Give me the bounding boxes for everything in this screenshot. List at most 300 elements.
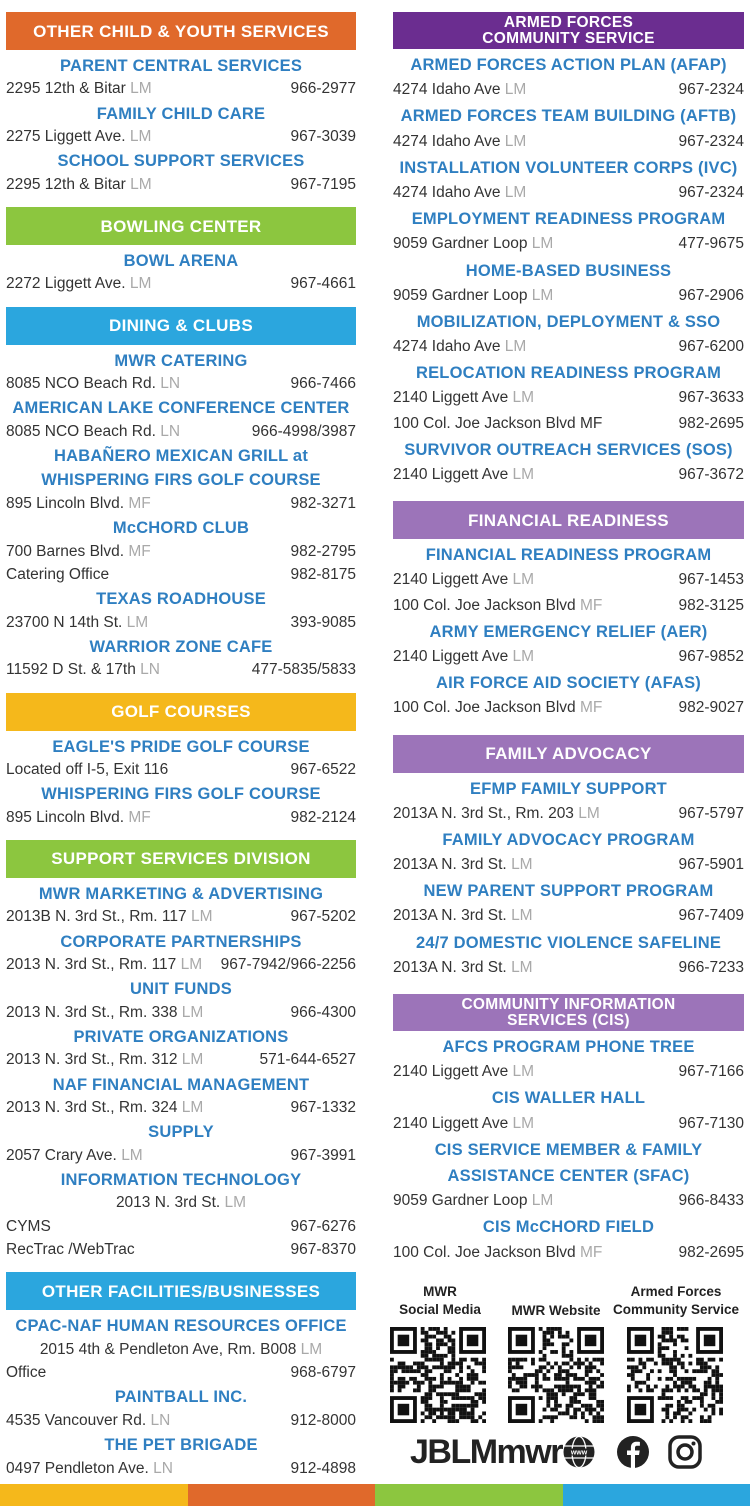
address xyxy=(6,373,180,395)
service-title: McCHORD CLUB xyxy=(112,519,250,538)
service-title: CIS McCHORD FIELD xyxy=(482,1218,655,1237)
phone-number[interactable]: 967-7409 xyxy=(678,907,744,925)
section-header-financial-readiness: FINANCIAL READINESS xyxy=(393,501,744,539)
address-text: 2015 4th & Pendleton Ave, Rm. B008 xyxy=(39,1340,297,1358)
phone-number[interactable]: 967-7166 xyxy=(678,1063,744,1081)
contact-row xyxy=(6,273,356,295)
location-tag: LM xyxy=(531,1192,554,1210)
phone-number[interactable]: 967-7130 xyxy=(678,1114,744,1132)
address-text: 2272 Liggett Ave. xyxy=(6,275,126,293)
address-text: Located off I-5, Exit 116 xyxy=(6,760,169,778)
service-title: WHISPERING FIRS GOLF COURSE xyxy=(41,471,321,490)
service-title: NAF FINANCIAL MANAGEMENT xyxy=(52,1075,310,1094)
address xyxy=(6,1049,203,1071)
address-text: 9059 Gardner Loop xyxy=(393,1192,528,1210)
qr-website-label: MWR Website xyxy=(511,1303,601,1318)
service-title: BOWL ARENA xyxy=(123,252,239,271)
phone-number[interactable]: 967-5797 xyxy=(678,804,744,822)
address-text: 2140 Liggett Ave xyxy=(393,1063,509,1081)
phone-number[interactable]: 982-3271 xyxy=(290,494,356,512)
contact-row xyxy=(6,1458,356,1480)
phone-number[interactable]: 967-7942/966-2256 xyxy=(220,955,356,973)
qr-social-label-line2: Social Media xyxy=(399,1301,481,1317)
address-text: 2275 Liggett Ave. xyxy=(6,128,126,146)
contact-row xyxy=(6,78,356,100)
location-tag: MF xyxy=(579,1243,603,1261)
contact-row xyxy=(393,854,744,876)
contact-row xyxy=(393,646,744,668)
qr-code-afcs-icon[interactable] xyxy=(627,1327,723,1423)
phone-number[interactable]: 393-9085 xyxy=(290,613,356,631)
phone-number[interactable]: 967-6200 xyxy=(678,338,744,356)
qr-social-label-line1: MWR xyxy=(423,1284,457,1299)
address-text: 4274 Idaho Ave xyxy=(393,132,501,150)
address-text: 895 Lincoln Blvd. xyxy=(6,808,125,826)
location-tag: MF xyxy=(128,542,151,560)
address-text: 4274 Idaho Ave xyxy=(393,183,501,201)
address xyxy=(393,803,600,825)
contact-row xyxy=(393,803,744,825)
address xyxy=(6,493,151,515)
section-header-bowling-center: BOWLING CENTER xyxy=(6,207,356,245)
address-text: 2013A N. 3rd St. xyxy=(393,856,507,874)
phone-number[interactable]: 912-4898 xyxy=(290,1459,356,1477)
contact-row xyxy=(393,1113,744,1135)
phone-number[interactable]: 912-8000 xyxy=(290,1411,356,1429)
address-text: 2013 N. 3rd St., Rm. 338 xyxy=(6,1003,178,1021)
address-text: 9059 Gardner Loop xyxy=(393,286,528,304)
qr-afcs-label-line2: Community Service xyxy=(612,1301,740,1317)
qr-social-label xyxy=(390,1283,490,1318)
location-tag: LM xyxy=(504,183,527,201)
address xyxy=(393,595,602,617)
contact-row xyxy=(393,464,744,486)
left-column xyxy=(6,12,356,1480)
address xyxy=(393,905,533,927)
location-tag: LN xyxy=(160,375,181,393)
location-tag: LM xyxy=(512,1063,535,1081)
right-column xyxy=(393,12,744,1264)
address-text: 2140 Liggett Ave xyxy=(393,647,509,665)
service-title: MOBILIZATION, DEPLOYMENT & SSO xyxy=(416,312,721,331)
phone-number[interactable]: 967-7195 xyxy=(290,175,356,193)
service-title: CPAC-NAF HUMAN RESOURCES OFFICE xyxy=(15,1317,347,1336)
location-tag: LM xyxy=(511,856,533,874)
service-title: FAMILY ADVOCACY PROGRAM xyxy=(442,830,695,849)
address-text: 9059 Gardner Loop xyxy=(393,235,528,253)
location-tag: LM xyxy=(512,389,535,407)
address xyxy=(393,646,534,668)
phone-number[interactable]: 967-1332 xyxy=(290,1099,356,1117)
phone-number[interactable]: 967-3991 xyxy=(290,1146,356,1164)
address xyxy=(393,233,553,255)
address-text: 700 Barnes Blvd. xyxy=(6,542,125,560)
address-text: 100 Col. Joe Jackson Blvd xyxy=(393,596,576,614)
contact-row xyxy=(6,541,356,563)
service-title: PAINTBALL INC. xyxy=(114,1388,248,1407)
phone-number[interactable]: 982-2795 xyxy=(290,542,356,560)
address-text: 100 Col. Joe Jackson Blvd xyxy=(393,699,576,717)
address-text: 4535 Vancouver Rd. xyxy=(6,1411,147,1429)
address-text: 2140 Liggett Ave xyxy=(393,389,509,407)
address xyxy=(393,464,534,486)
service-title: EAGLE'S PRIDE GOLF COURSE xyxy=(52,737,310,756)
service-title: SUPPLY xyxy=(148,1123,214,1142)
address-text: 2013 N. 3rd St., Rm. 117 xyxy=(6,955,177,973)
service-title: HOME-BASED BUSINESS xyxy=(465,261,672,280)
address-text: 8085 NCO Beach Rd. xyxy=(6,422,156,440)
address xyxy=(6,612,148,634)
location-tag: LM xyxy=(512,466,535,483)
phone-number[interactable]: 967-4661 xyxy=(290,275,356,293)
contact-row xyxy=(6,1049,356,1071)
phone-number[interactable]: 571-644-6527 xyxy=(259,1051,356,1069)
contact-row xyxy=(6,807,356,829)
address xyxy=(6,564,109,586)
contact-row xyxy=(6,1239,356,1261)
phone-number[interactable]: 967-3672 xyxy=(678,466,744,483)
service-title: NEW PARENT SUPPORT PROGRAM xyxy=(423,882,714,901)
address-text: 2013A N. 3rd St., Rm. 203 xyxy=(393,804,574,822)
address xyxy=(393,413,602,435)
phone-number[interactable]: 967-2324 xyxy=(678,81,744,99)
address-text: Office xyxy=(6,1364,47,1382)
location-tag: LM xyxy=(504,338,527,356)
address xyxy=(116,1192,246,1214)
address xyxy=(6,906,213,928)
address xyxy=(393,1113,534,1135)
address xyxy=(6,541,151,563)
phone-number[interactable]: 477-5835/5833 xyxy=(251,661,356,679)
contact-row xyxy=(6,906,356,928)
stripe-yellow xyxy=(0,1484,189,1506)
address xyxy=(6,759,168,781)
address xyxy=(393,79,526,101)
contact-row xyxy=(393,387,744,409)
section-header-line2: COMMUNITY SERVICE xyxy=(482,29,655,47)
contact-row xyxy=(6,373,356,395)
contact-row xyxy=(393,182,744,204)
address-text: 11592 D St. & 17th xyxy=(6,661,136,679)
location-tag: LM xyxy=(531,235,554,253)
section-header-support-services-division: SUPPORT SERVICES DIVISION xyxy=(6,840,356,878)
address xyxy=(393,697,602,719)
contact-row xyxy=(393,413,744,435)
address-text: 0497 Pendleton Ave. xyxy=(6,1459,149,1477)
phone-number[interactable]: 966-4300 xyxy=(290,1003,356,1021)
address xyxy=(393,1242,602,1264)
service-title: WARRIOR ZONE CAFE xyxy=(89,637,273,656)
location-tag: LM xyxy=(504,132,527,150)
location-tag: LM xyxy=(300,1340,323,1358)
qr-code-social-icon[interactable] xyxy=(390,1327,486,1423)
location-tag: LM xyxy=(224,1194,247,1212)
service-title: INSTALLATION VOLUNTEER CORPS (IVC) xyxy=(399,158,738,177)
location-tag: LM xyxy=(578,804,600,822)
phone-number[interactable]: 967-2906 xyxy=(678,286,744,304)
section-header-other-child-youth-services: OTHER CHILD & YOUTH SERVICES xyxy=(6,12,356,50)
phone-number[interactable]: 477-9675 xyxy=(678,235,744,253)
contact-row xyxy=(393,285,744,307)
phone-number[interactable]: 967-3633 xyxy=(678,389,744,407)
address xyxy=(6,273,151,295)
section-header-dining-clubs: DINING & CLUBS xyxy=(6,307,356,345)
phone-number[interactable]: 967-8370 xyxy=(290,1241,356,1259)
phone-number[interactable]: 966-8433 xyxy=(678,1192,744,1210)
address xyxy=(393,182,526,204)
contact-row xyxy=(6,564,356,586)
service-title: SURVIVOR OUTREACH SERVICES (SOS) xyxy=(404,440,733,459)
address-text: 2295 12th & Bitar xyxy=(6,175,126,193)
phone-number[interactable]: 982-2695 xyxy=(678,414,744,432)
contact-row xyxy=(6,659,356,681)
phone-number[interactable]: 982-2695 xyxy=(678,1243,744,1261)
address-text: 2140 Liggett Ave xyxy=(393,1114,509,1132)
contact-row xyxy=(393,233,744,255)
location-tag: LM xyxy=(512,647,535,665)
phone-number[interactable]: 967-2324 xyxy=(678,183,744,201)
www-globe-icon[interactable] xyxy=(562,1435,596,1469)
address-text: Catering Office xyxy=(6,565,110,583)
address xyxy=(6,174,152,196)
contact-row xyxy=(393,697,744,719)
phone-number[interactable]: 982-2124 xyxy=(290,808,356,826)
address xyxy=(6,126,151,148)
phone-number[interactable]: 967-9852 xyxy=(678,647,744,665)
address xyxy=(6,659,160,681)
location-tag: LN xyxy=(140,661,160,679)
brand-handle: JBLMmwr xyxy=(410,1433,562,1471)
contact-row xyxy=(6,1192,356,1214)
address-text: 2140 Liggett Ave xyxy=(393,466,509,483)
address xyxy=(6,78,152,100)
address xyxy=(6,1239,135,1261)
address-text: 2013A N. 3rd St. xyxy=(393,958,507,976)
address-text: CYMS xyxy=(6,1217,51,1235)
contact-row xyxy=(6,174,356,196)
contact-row xyxy=(6,1002,356,1024)
address-text: 23700 N 14th St. xyxy=(6,613,123,631)
service-title: ASSISTANCE CENTER (SFAC) xyxy=(447,1166,690,1185)
location-tag: LM xyxy=(511,907,533,925)
location-tag: LM xyxy=(511,958,533,976)
phone-number[interactable]: 967-6276 xyxy=(290,1217,356,1235)
service-title: AFCS PROGRAM PHONE TREE xyxy=(442,1038,695,1056)
address xyxy=(393,336,526,358)
facebook-icon[interactable] xyxy=(616,1435,650,1469)
service-title: CIS WALLER HALL xyxy=(491,1089,646,1108)
section-header-line2: SERVICES (CIS) xyxy=(507,1011,630,1029)
location-tag: LM xyxy=(181,1003,204,1021)
address xyxy=(6,1458,173,1480)
contact-row xyxy=(6,126,356,148)
location-tag: MF xyxy=(128,808,151,826)
phone-number[interactable]: 982-3125 xyxy=(678,596,744,614)
address xyxy=(393,387,534,409)
location-tag: LN xyxy=(160,422,181,440)
address-text: 2013 N. 3rd St. xyxy=(115,1194,221,1212)
phone-number[interactable]: 968-6797 xyxy=(290,1364,356,1382)
stripe-green xyxy=(375,1484,564,1506)
address xyxy=(393,131,526,153)
location-tag: LM xyxy=(512,1114,535,1132)
location-tag: LN xyxy=(153,1459,173,1477)
contact-row xyxy=(393,569,744,591)
phone-number[interactable]: 966-7233 xyxy=(678,958,744,976)
phone-number[interactable]: 967-3039 xyxy=(290,128,356,146)
section-header-line1: ARMED FORCES xyxy=(503,14,634,31)
contact-row xyxy=(393,1190,744,1212)
service-title: PARENT CENTRAL SERVICES xyxy=(59,57,303,75)
address-text: 2057 Crary Ave. xyxy=(6,1146,117,1164)
phone-number[interactable]: 966-2977 xyxy=(290,80,356,98)
phone-number[interactable]: 967-1453 xyxy=(678,571,744,589)
address-text: 4274 Idaho Ave xyxy=(393,81,501,99)
address xyxy=(393,1190,553,1212)
www-icon-text: www xyxy=(570,1449,588,1457)
contact-row xyxy=(6,1216,356,1238)
service-title: HABAÑERO MEXICAN GRILL at xyxy=(53,447,309,466)
location-tag: LM xyxy=(129,275,152,293)
contact-row xyxy=(6,759,356,781)
address-text: 2013B N. 3rd St., Rm. 117 xyxy=(6,908,187,926)
section-header-family-advocacy: FAMILY ADVOCACY xyxy=(393,735,744,773)
service-title: EMPLOYMENT READINESS PROGRAM xyxy=(411,210,726,229)
contact-row xyxy=(6,1097,356,1119)
instagram-icon[interactable] xyxy=(668,1435,702,1469)
phone-number[interactable]: 967-5202 xyxy=(290,908,356,926)
service-title: FINANCIAL READINESS PROGRAM xyxy=(425,546,712,565)
footer xyxy=(390,1283,744,1478)
location-tag: MF xyxy=(579,596,603,614)
location-tag: LM xyxy=(531,286,554,304)
address-text: 2013A N. 3rd St. xyxy=(393,907,507,925)
address xyxy=(393,957,533,979)
contact-row xyxy=(393,131,744,153)
address xyxy=(6,421,180,443)
contact-row xyxy=(6,493,356,515)
address-text: 2013 N. 3rd St., Rm. 312 xyxy=(6,1051,178,1069)
service-title: ARMED FORCES ACTION PLAN (AFAP) xyxy=(410,56,727,74)
phone-number[interactable]: 966-7466 xyxy=(290,375,356,393)
address xyxy=(6,1410,170,1432)
address-text: 100 Col. Joe Jackson Blvd xyxy=(393,1243,576,1261)
service-title: INFORMATION TECHNOLOGY xyxy=(60,1171,302,1190)
contact-row xyxy=(6,1145,356,1167)
location-tag: LM xyxy=(504,81,527,99)
service-title: SCHOOL SUPPORT SERVICES xyxy=(57,152,305,171)
contact-row xyxy=(6,1410,356,1432)
service-title: TEXAS ROADHOUSE xyxy=(96,590,266,609)
section-header-other-facilities-businesses: OTHER FACILITIES/BUSINESSES xyxy=(6,1272,356,1310)
qr-afcs-label-line1: Armed Forces xyxy=(630,1284,722,1299)
address xyxy=(6,1097,203,1119)
qr-code-website-icon[interactable] xyxy=(508,1327,604,1423)
location-tag: MF xyxy=(128,494,151,512)
location-tag: LM xyxy=(181,1051,204,1069)
address xyxy=(393,569,534,591)
service-title: UNIT FUNDS xyxy=(130,980,232,999)
qr-afcs-label xyxy=(606,1283,746,1318)
section-header-golf-courses: GOLF COURSES xyxy=(6,693,356,731)
phone-number[interactable]: 967-6522 xyxy=(290,760,356,778)
phone-number[interactable]: 967-5901 xyxy=(678,856,744,874)
stripe-orange xyxy=(188,1484,377,1506)
service-title: RELOCATION READINESS PROGRAM xyxy=(415,364,722,383)
location-tag: LM xyxy=(181,1099,204,1117)
service-title: AIR FORCE AID SOCIETY (AFAS) xyxy=(435,674,702,693)
contact-row xyxy=(393,595,744,617)
location-tag: LM xyxy=(130,80,152,98)
address-text: 2140 Liggett Ave xyxy=(393,571,509,589)
stripe-blue xyxy=(563,1484,750,1506)
address xyxy=(393,854,533,876)
contact-row xyxy=(393,1061,744,1083)
service-title: CORPORATE PARTNERSHIPS xyxy=(60,932,302,951)
location-tag: LM xyxy=(180,955,203,973)
contact-row xyxy=(6,1362,356,1384)
address-text: 2013 N. 3rd St., Rm. 324 xyxy=(6,1099,178,1117)
contact-row xyxy=(6,612,356,634)
address xyxy=(6,1002,203,1024)
address-text: 8085 NCO Beach Rd. xyxy=(6,375,156,393)
address-text: 2295 12th & Bitar xyxy=(6,80,126,98)
service-title: CIS SERVICE MEMBER & FAMILY xyxy=(434,1140,703,1159)
location-tag: LM xyxy=(126,613,149,631)
phone-number[interactable]: 982-9027 xyxy=(678,699,744,717)
service-title: 24/7 DOMESTIC VIOLENCE SAFELINE xyxy=(415,933,722,952)
contact-row xyxy=(393,957,744,979)
service-title: PRIVATE ORGANIZATIONS xyxy=(73,1028,289,1046)
phone-number[interactable]: 966-4998/3987 xyxy=(251,422,356,440)
service-title: FAMILY CHILD CARE xyxy=(96,104,266,123)
service-title: THE PET BRIGADE xyxy=(104,1436,258,1455)
address-text: RecTrac /WebTrac xyxy=(6,1241,135,1259)
contact-row xyxy=(6,954,356,976)
service-title: WHISPERING FIRS GOLF COURSE xyxy=(41,785,321,804)
section-header-community-information xyxy=(393,994,744,1031)
section-header-line1: COMMUNITY INFORMATION xyxy=(461,996,676,1013)
address-text: 4274 Idaho Ave xyxy=(393,338,501,356)
address-text: 895 Lincoln Blvd. xyxy=(6,494,125,512)
contact-row xyxy=(393,1242,744,1264)
service-title: EFMP FAMILY SUPPORT xyxy=(470,779,667,798)
location-tag: LN xyxy=(150,1411,171,1429)
address xyxy=(6,1145,143,1167)
section-header-armed-forces xyxy=(393,12,744,49)
location-tag: LM xyxy=(512,571,535,589)
contact-row xyxy=(6,1339,356,1361)
address xyxy=(393,285,553,307)
location-tag: LM xyxy=(129,128,152,146)
location-tag: LM xyxy=(190,908,213,926)
contact-row xyxy=(393,336,744,358)
location-tag: MF xyxy=(579,699,603,717)
contact-row xyxy=(393,905,744,927)
service-title: ARMY EMERGENCY RELIEF (AER) xyxy=(429,622,708,641)
contact-row xyxy=(6,421,356,443)
address xyxy=(393,1061,534,1083)
service-title: MWR CATERING xyxy=(114,351,248,370)
phone-number[interactable]: 967-2324 xyxy=(678,132,744,150)
address xyxy=(40,1339,322,1361)
service-title: AMERICAN LAKE CONFERENCE CENTER xyxy=(12,399,350,418)
location-tag: LM xyxy=(130,175,152,193)
location-tag: LM xyxy=(121,1146,143,1164)
address xyxy=(6,954,202,976)
address xyxy=(6,807,151,829)
phone-number[interactable]: 982-8175 xyxy=(290,565,356,583)
